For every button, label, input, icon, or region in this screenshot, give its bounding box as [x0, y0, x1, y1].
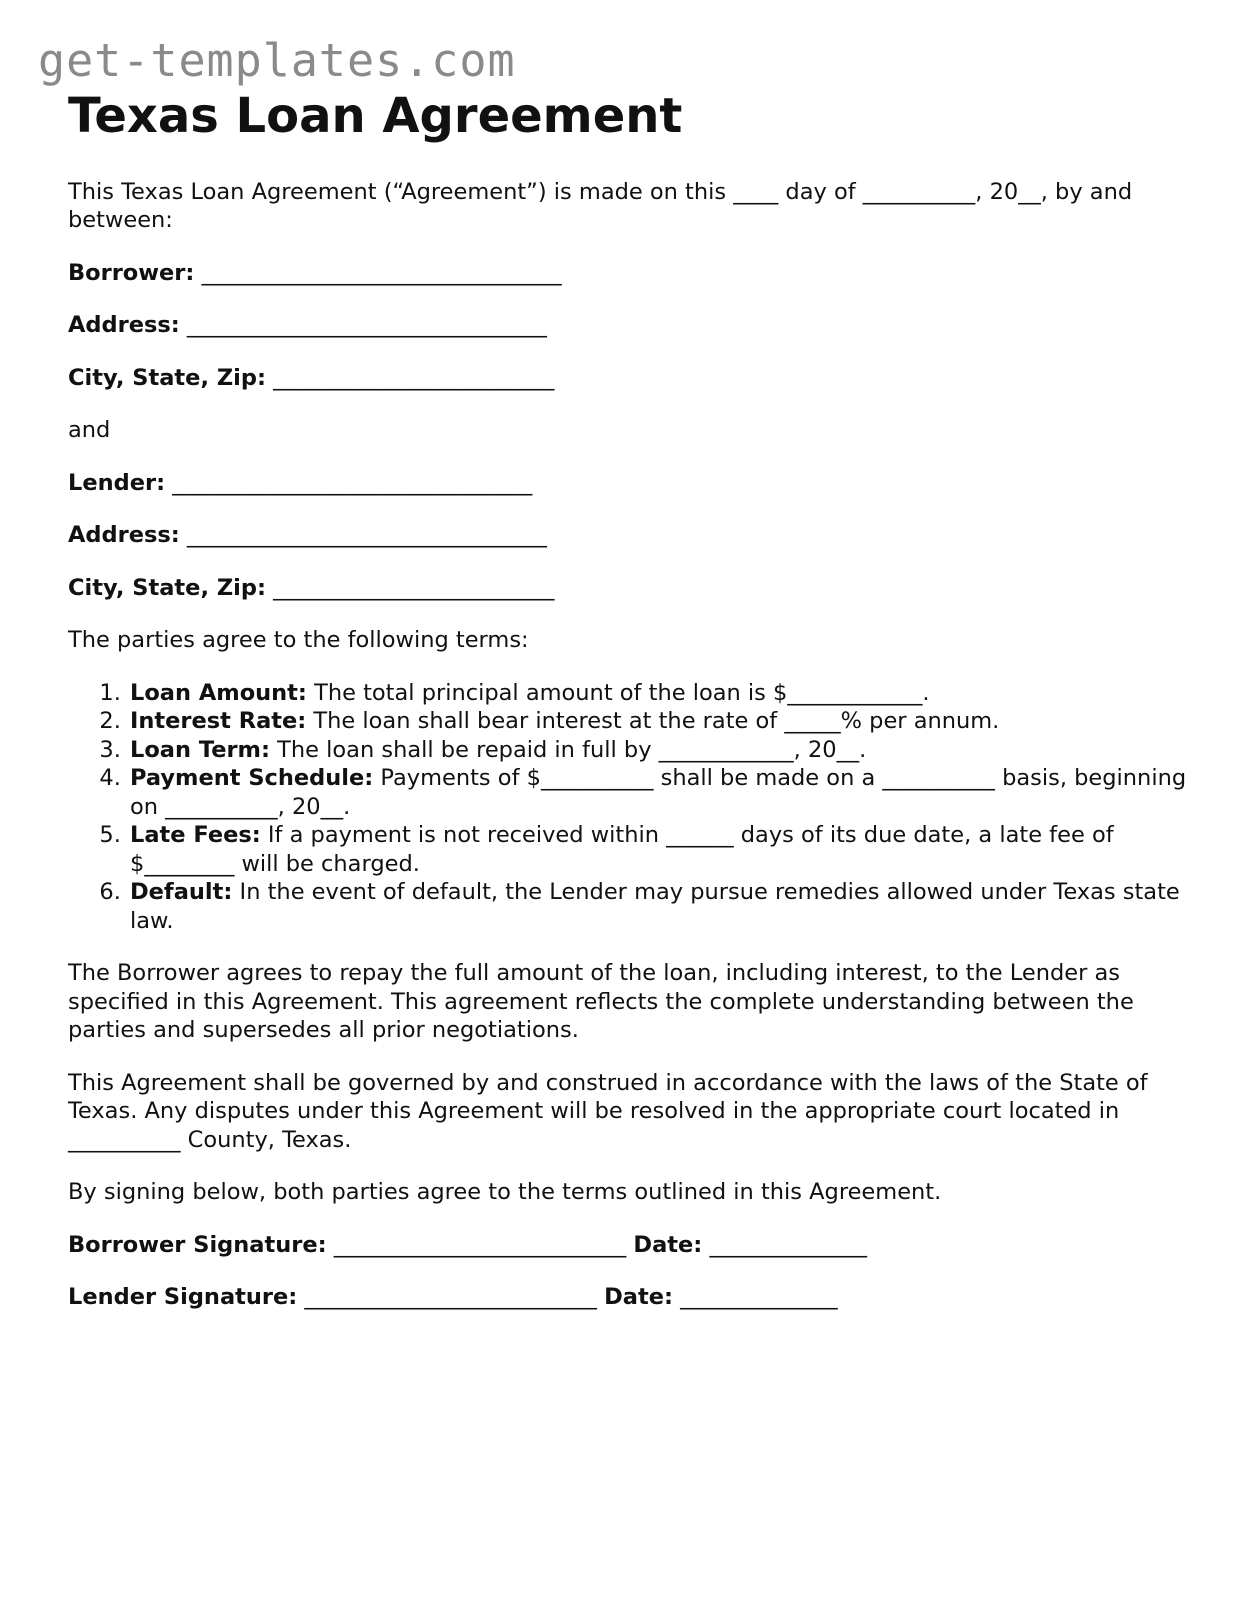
term-label: Default: — [130, 879, 233, 906]
lender-address-label: Address: — [68, 522, 180, 549]
borrower-name-blank: ________________________________ — [201, 259, 562, 286]
term-text: The loan shall be repaid in full by ____________, 20__. — [270, 736, 867, 763]
document-title: Texas Loan Agreement — [68, 88, 683, 144]
document-page — [68, 88, 1188, 1312]
lender-signature-label: Lender Signature: — [68, 1284, 298, 1311]
borrower-name-label: Borrower: — [68, 259, 195, 286]
term-loan-amount — [128, 679, 1188, 708]
lender-name-field — [68, 469, 1188, 498]
lender-name-blank: ________________________________ — [172, 469, 533, 496]
signing-intro: By signing below, both parties agree to the terms outlined in this Agreement. — [68, 1179, 942, 1206]
borrower-address-field — [68, 311, 1188, 340]
lender-date-blank: ______________ — [680, 1284, 838, 1311]
repay-paragraph: The Borrower agrees to repay the full amount of the loan, including interest, to the Lender as specified in this Agreement. This agreement reflects the complete understanding between the parties and supersedes all prior negotiations. — [68, 960, 1134, 1044]
lender-date-label: Date: — [604, 1284, 673, 1311]
lender-city-label: City, State, Zip: — [68, 574, 266, 601]
term-label: Late Fees: — [130, 822, 261, 849]
borrower-city-field — [68, 364, 1188, 393]
term-text: The total principal amount of the loan is $____________. — [306, 679, 930, 706]
lender-address-field — [68, 521, 1188, 550]
watermark: get-templates.com — [38, 34, 516, 87]
lender-city-blank: _________________________ — [273, 574, 555, 601]
governing-law-paragraph: This Agreement shall be governed by and construed in accordance with the laws of the State of Texas. Any disputes under this Agreement will be resolved in the appropriate court located in __________ County, Texas. — [68, 1069, 1148, 1153]
term-text: The loan shall bear interest at the rate of _____% per annum. — [306, 708, 1000, 735]
lender-city-field — [68, 574, 1188, 603]
term-label: Interest Rate: — [130, 708, 307, 735]
borrower-address-blank: ________________________________ — [186, 312, 547, 339]
term-text: If a payment is not received within ______ days of its due date, a late fee of $________ will be charged. — [130, 822, 1114, 877]
borrower-signature-blank: __________________________ — [333, 1231, 627, 1258]
term-label: Payment Schedule: — [130, 765, 374, 792]
term-default — [128, 878, 1188, 935]
borrower-date-label: Date: — [633, 1231, 703, 1258]
terms-intro: The parties agree to the following terms: — [68, 627, 529, 654]
borrower-signature-line — [68, 1231, 1188, 1260]
borrower-signature-label: Borrower Signature: — [68, 1231, 327, 1258]
term-interest-rate — [128, 707, 1188, 736]
terms-list — [68, 679, 1188, 936]
borrower-city-label: City, State, Zip: — [68, 364, 266, 391]
lender-signature-blank: __________________________ — [304, 1284, 597, 1311]
lender-address-blank: ________________________________ — [186, 522, 547, 549]
term-loan-term — [128, 736, 1188, 765]
lender-signature-line — [68, 1283, 1188, 1312]
lender-name-label: Lender: — [68, 469, 166, 496]
borrower-address-label: Address: — [68, 312, 180, 339]
borrower-city-blank: _________________________ — [273, 364, 555, 391]
term-text: In the event of default, the Lender may pursue remedies allowed under Texas state law. — [130, 879, 1180, 934]
term-label: Loan Amount: — [130, 679, 307, 706]
intro-paragraph: This Texas Loan Agreement (“Agreement”) is made on this ____ day of __________, 20__, by and between: — [68, 178, 1133, 234]
term-payment-schedule — [128, 764, 1188, 821]
term-text: Payments of $__________ shall be made on a __________ basis, beginning on __________, 20__. — [130, 765, 1187, 820]
borrower-name-field — [68, 259, 1188, 288]
term-late-fees — [128, 821, 1188, 878]
and-text: and — [68, 417, 111, 444]
borrower-date-blank: ______________ — [709, 1231, 867, 1258]
term-label: Loan Term: — [130, 736, 270, 763]
